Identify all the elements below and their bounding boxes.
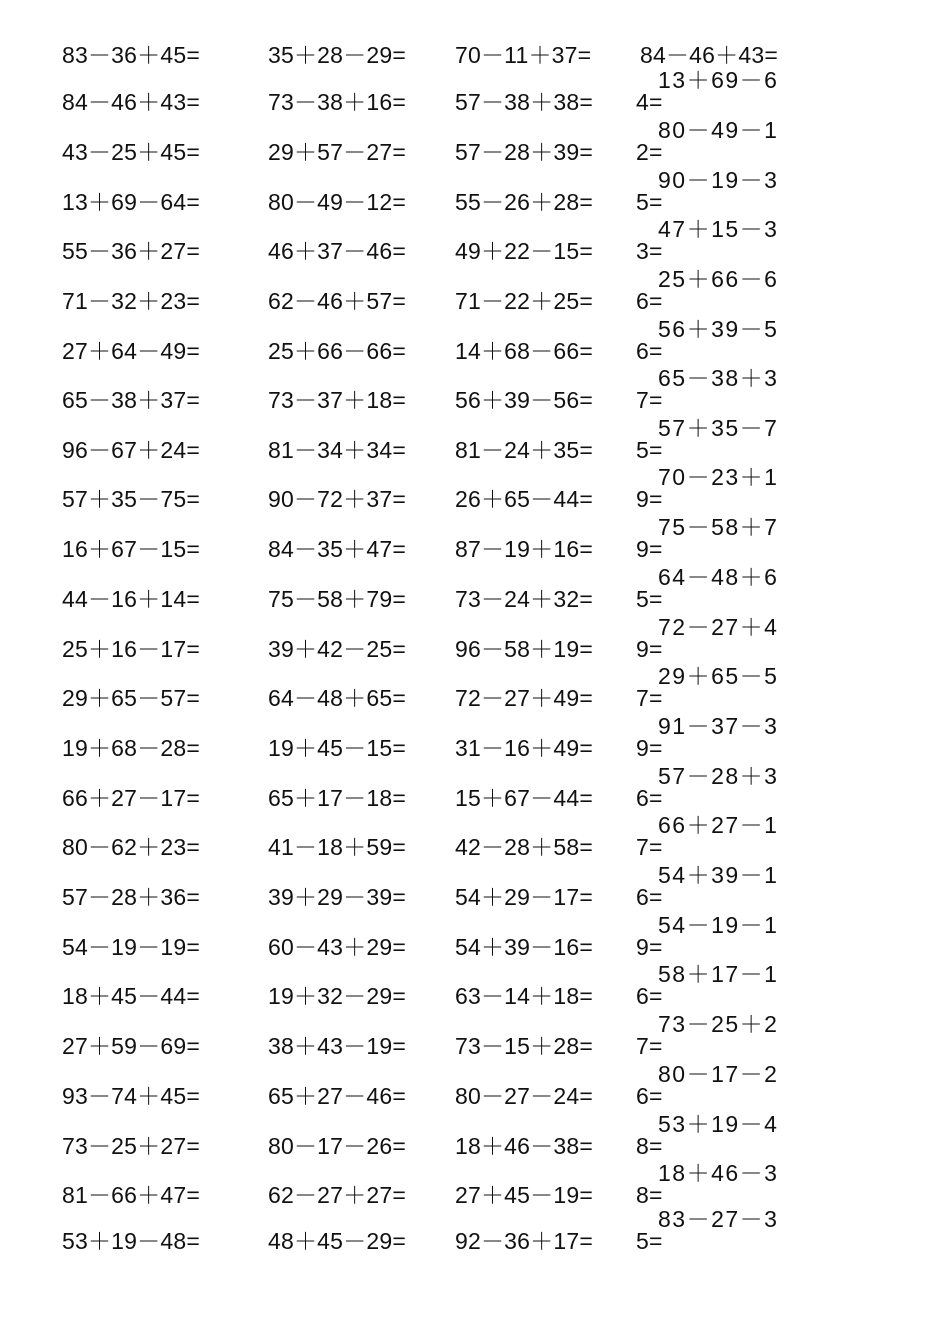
math-problem: 65＋17－18=: [268, 785, 406, 811]
problem-line-2: 5=: [636, 437, 663, 459]
math-problem: 63－14＋18=: [455, 983, 593, 1009]
problem-line-1: 70－23＋1: [658, 464, 779, 490]
problem-row: [0, 316, 950, 388]
problem-line-1: 29＋65－5: [658, 663, 779, 689]
problem-row: [0, 663, 950, 735]
math-problem: 55－36＋27=: [62, 238, 200, 264]
problem-line-2: 6=: [636, 884, 663, 906]
problem-line-1: 56＋39－5: [658, 316, 779, 342]
math-problem: 55－26＋28=: [455, 189, 593, 215]
math-problem: 18＋45－44=: [62, 983, 200, 1009]
problem-row: [0, 167, 950, 239]
math-problem: 80－17－26=: [268, 1133, 406, 1159]
math-problem: 53＋19－48=: [62, 1228, 200, 1254]
math-problem: 73－25＋27=: [62, 1133, 200, 1159]
problem-row: [0, 514, 950, 586]
problem-line-2: 3=: [636, 238, 663, 260]
wrapped-math-problem: [636, 464, 798, 508]
problem-line-1: 64－48＋6: [658, 564, 779, 590]
problem-line-2: 9=: [636, 536, 663, 558]
math-problem: 42－28＋58=: [455, 834, 593, 860]
wrapped-math-problem: [636, 1206, 798, 1250]
math-problem: 81－24＋35=: [455, 437, 593, 463]
math-problem: 19＋68－28=: [62, 735, 200, 761]
math-problem: 19＋32－29=: [268, 983, 406, 1009]
problem-line-2: 6=: [636, 785, 663, 807]
problem-row: [0, 961, 950, 1033]
problem-line-1: 25＋66－6: [658, 266, 779, 292]
math-problem: 80－62＋23=: [62, 834, 200, 860]
math-problem: 84－46＋43=: [62, 89, 200, 115]
math-problem: 19＋45－15=: [268, 735, 406, 761]
math-problem: 72－27＋49=: [455, 685, 593, 711]
problem-row: [0, 1160, 950, 1232]
math-problem: 39＋29－39=: [268, 884, 406, 910]
problem-line-2: 6=: [636, 338, 663, 360]
problem-line-2: 5=: [636, 1228, 663, 1250]
problem-line-1: 54＋39－1: [658, 862, 779, 888]
problem-line-1: 72－27＋4: [658, 614, 779, 640]
problem-row: [0, 42, 950, 92]
math-problem: 81－34＋34=: [268, 437, 406, 463]
problem-row: [0, 614, 950, 686]
math-problem: 49＋22－15=: [455, 238, 593, 264]
math-problem: 66＋27－17=: [62, 785, 200, 811]
math-problem: 25＋66－66=: [268, 338, 406, 364]
problem-line-2: 2=: [636, 139, 663, 161]
wrapped-math-problem: [636, 216, 798, 260]
problem-line-2: 8=: [636, 1133, 663, 1155]
math-problem: 27＋59－69=: [62, 1033, 200, 1059]
wrapped-math-problem: [636, 713, 798, 757]
math-problem: 39＋42－25=: [268, 636, 406, 662]
problem-row: [0, 912, 950, 984]
math-problem: 35＋28－29=: [268, 42, 406, 68]
problem-line-2: 7=: [636, 685, 663, 707]
problem-line-1: 80－49－1: [658, 117, 779, 143]
problem-row: [0, 713, 950, 785]
math-problem: 54－19－19=: [62, 934, 200, 960]
math-problem: 84－46＋43=: [640, 42, 778, 68]
math-problem: 65－38＋37=: [62, 387, 200, 413]
problem-row: [0, 1111, 950, 1183]
problem-row: [0, 67, 950, 139]
wrapped-math-problem: [636, 812, 798, 856]
problem-line-2: 7=: [636, 387, 663, 409]
math-problem: 81－66＋47=: [62, 1182, 200, 1208]
math-problem: 26＋65－44=: [455, 486, 593, 512]
problem-line-1: 91－37－3: [658, 713, 779, 739]
problem-line-2: 6=: [636, 288, 663, 310]
wrapped-math-problem: [636, 1011, 798, 1055]
math-problem: 13＋69－64=: [62, 189, 200, 215]
math-problem: 29＋57－27=: [268, 139, 406, 165]
problem-line-1: 65－38＋3: [658, 365, 779, 391]
problem-line-2: 6=: [636, 983, 663, 1005]
problem-row: [0, 1206, 950, 1278]
math-problem: 41－18＋59=: [268, 834, 406, 860]
math-problem: 27＋64－49=: [62, 338, 200, 364]
problem-row: [0, 812, 950, 884]
math-problem: 14＋68－66=: [455, 338, 593, 364]
problem-line-1: 53＋19－4: [658, 1111, 779, 1137]
problem-line-2: 5=: [636, 189, 663, 211]
math-problem: 29＋65－57=: [62, 685, 200, 711]
wrapped-math-problem: [636, 117, 798, 161]
wrapped-math-problem: [636, 564, 798, 608]
math-problem: 73－37＋18=: [268, 387, 406, 413]
math-problem: 54＋39－16=: [455, 934, 593, 960]
problem-row: [0, 117, 950, 189]
math-problem: 71－22＋25=: [455, 288, 593, 314]
math-problem: 73－24＋32=: [455, 586, 593, 612]
problem-line-2: 5=: [636, 586, 663, 608]
math-problem: 31－16＋49=: [455, 735, 593, 761]
problem-line-2: 7=: [636, 834, 663, 856]
problem-row: [0, 1011, 950, 1083]
math-problem: 46＋37－46=: [268, 238, 406, 264]
math-problem: 18＋46－38=: [455, 1133, 593, 1159]
math-problem: 93－74＋45=: [62, 1083, 200, 1109]
problem-line-2: 9=: [636, 636, 663, 658]
problem-row: [0, 415, 950, 487]
math-problem: 87－19＋16=: [455, 536, 593, 562]
wrapped-math-problem: [636, 1111, 798, 1155]
math-problem: 90－72＋37=: [268, 486, 406, 512]
problem-line-2: 9=: [636, 486, 663, 508]
math-problem: 80－49－12=: [268, 189, 406, 215]
problem-line-1: 57＋35－7: [658, 415, 779, 441]
math-problem: 73－15＋28=: [455, 1033, 593, 1059]
problem-line-1: 58＋17－1: [658, 961, 779, 987]
math-problem: 48＋45－29=: [268, 1228, 406, 1254]
math-problem: 92－36＋17=: [455, 1228, 593, 1254]
problem-line-2: 9=: [636, 934, 663, 956]
math-problem: 84－35＋47=: [268, 536, 406, 562]
math-problem: 83－36＋45=: [62, 42, 200, 68]
math-problem: 60－43＋29=: [268, 934, 406, 960]
problem-line-1: 80－17－2: [658, 1061, 779, 1087]
wrapped-math-problem: [636, 365, 798, 409]
math-problem: 62－46＋57=: [268, 288, 406, 314]
wrapped-math-problem: [636, 763, 798, 807]
problem-line-1: 75－58＋7: [658, 514, 779, 540]
wrapped-math-problem: [636, 912, 798, 956]
problem-line-1: 73－25＋2: [658, 1011, 779, 1037]
problem-line-1: 47＋15－3: [658, 216, 779, 242]
problem-line-1: 13＋69－6: [658, 67, 779, 93]
problem-line-1: 57－28＋3: [658, 763, 779, 789]
wrapped-math-problem: [636, 514, 798, 558]
problem-line-1: 66＋27－1: [658, 812, 779, 838]
problem-row: [0, 763, 950, 835]
problem-row: [0, 266, 950, 338]
problem-row: [0, 365, 950, 437]
math-problem: 54＋29－17=: [455, 884, 593, 910]
wrapped-math-problem: [636, 316, 798, 360]
math-problem: 25＋16－17=: [62, 636, 200, 662]
wrapped-math-problem: [636, 266, 798, 310]
wrapped-math-problem: [636, 1160, 798, 1204]
math-problem: 16＋67－15=: [62, 536, 200, 562]
problem-line-2: 8=: [636, 1182, 663, 1204]
math-problem: 27＋45－19=: [455, 1182, 593, 1208]
math-problem: 80－27－24=: [455, 1083, 593, 1109]
problem-row: [0, 464, 950, 536]
math-problem: 15＋67－44=: [455, 785, 593, 811]
wrapped-math-problem: [636, 67, 798, 111]
math-problem: 73－38＋16=: [268, 89, 406, 115]
math-problem: 70－11＋37=: [455, 42, 592, 68]
math-problem: 57＋35－75=: [62, 486, 200, 512]
math-problem: 96－58＋19=: [455, 636, 593, 662]
problem-line-2: 7=: [636, 1033, 663, 1055]
wrapped-math-problem: [636, 663, 798, 707]
problem-line-2: 4=: [636, 89, 663, 111]
math-problem: 71－32＋23=: [62, 288, 200, 314]
problem-line-1: 83－27－3: [658, 1206, 779, 1232]
wrapped-math-problem: [636, 415, 798, 459]
math-problem: 75－58＋79=: [268, 586, 406, 612]
problem-row: [0, 216, 950, 288]
problem-row: [0, 564, 950, 636]
math-problem: 57－28＋36=: [62, 884, 200, 910]
wrapped-math-problem: [636, 167, 798, 211]
math-problem: 38＋43－19=: [268, 1033, 406, 1059]
math-problem: 43－25＋45=: [62, 139, 200, 165]
problem-row: [0, 862, 950, 934]
wrapped-math-problem: [636, 614, 798, 658]
problem-line-2: 9=: [636, 735, 663, 757]
math-problem: 57－28＋39=: [455, 139, 593, 165]
problem-line-2: 6=: [636, 1083, 663, 1105]
problem-line-1: 54－19－1: [658, 912, 779, 938]
wrapped-math-problem: [636, 862, 798, 906]
math-problem: 65＋27－46=: [268, 1083, 406, 1109]
wrapped-math-problem: [636, 961, 798, 1005]
problem-line-1: 90－19－3: [658, 167, 779, 193]
math-problem: 57－38＋38=: [455, 89, 593, 115]
math-problem: 56＋39－56=: [455, 387, 593, 413]
problem-row: [0, 1061, 950, 1133]
math-problem: 44－16＋14=: [62, 586, 200, 612]
problem-line-1: 18＋46－3: [658, 1160, 779, 1186]
math-problem: 96－67＋24=: [62, 437, 200, 463]
wrapped-math-problem: [636, 1061, 798, 1105]
math-problem: 64－48＋65=: [268, 685, 406, 711]
math-problem: 62－27＋27=: [268, 1182, 406, 1208]
